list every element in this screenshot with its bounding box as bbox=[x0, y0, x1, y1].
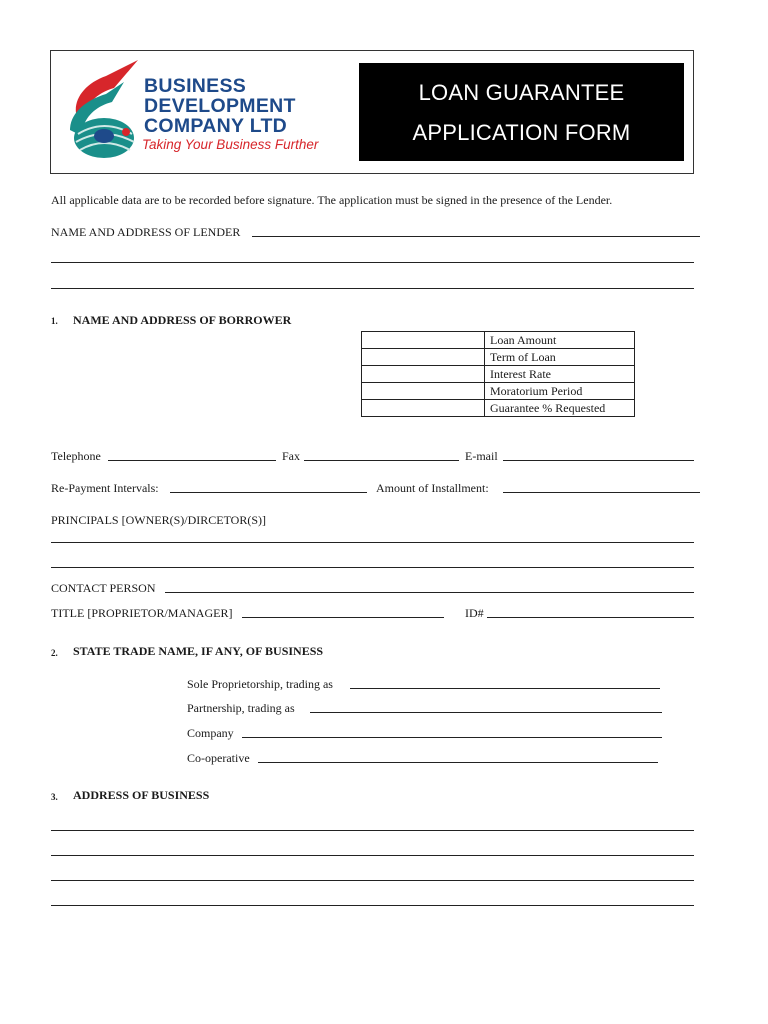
logo-line-2: DEVELOPMENT bbox=[144, 95, 296, 117]
contact-person-field[interactable] bbox=[165, 592, 694, 593]
fax-label: Fax bbox=[282, 449, 300, 463]
logo-line-3: COMPANY LTD bbox=[144, 115, 288, 137]
business-address-line-1[interactable] bbox=[51, 830, 694, 831]
fax-field[interactable] bbox=[304, 460, 459, 461]
table-label: Interest Rate bbox=[485, 366, 635, 383]
intro-text: All applicable data are to be recorded before signature. The application must be signed in the presence of the Lender. bbox=[51, 193, 613, 207]
section-1-heading: NAME AND ADDRESS OF BORROWER bbox=[73, 313, 292, 327]
contact-person-label: CONTACT PERSON bbox=[51, 581, 156, 595]
id-label: ID# bbox=[465, 606, 484, 620]
company-label: Company bbox=[187, 726, 234, 740]
principals-field-line-1[interactable] bbox=[51, 542, 694, 543]
sole-proprietorship-label: Sole Proprietorship, trading as bbox=[187, 677, 333, 691]
table-row bbox=[362, 349, 635, 366]
cooperative-field[interactable] bbox=[258, 762, 658, 763]
business-address-line-3[interactable] bbox=[51, 880, 694, 881]
guarantee-percent-input[interactable] bbox=[362, 400, 485, 417]
section-2-heading: STATE TRADE NAME, IF ANY, OF BUSINESS bbox=[73, 644, 324, 658]
repayment-field[interactable] bbox=[170, 492, 367, 493]
lender-field-line-2[interactable] bbox=[51, 262, 694, 263]
lender-field-line-3[interactable] bbox=[51, 288, 694, 289]
table-label: Guarantee % Requested bbox=[485, 400, 635, 417]
section-1-number: 1. bbox=[51, 316, 58, 326]
title-field[interactable] bbox=[242, 617, 444, 618]
company-logo bbox=[66, 58, 326, 164]
term-of-loan-input[interactable] bbox=[362, 349, 485, 366]
telephone-field[interactable] bbox=[108, 460, 276, 461]
cooperative-label: Co-operative bbox=[187, 751, 250, 765]
title-field-label: TITLE [PROPRIETOR/MANAGER] bbox=[51, 606, 233, 620]
company-field[interactable] bbox=[242, 737, 662, 738]
loan-amount-input[interactable] bbox=[362, 332, 485, 349]
loan-details-table bbox=[361, 331, 635, 417]
table-row bbox=[362, 366, 635, 383]
partnership-field[interactable] bbox=[310, 712, 662, 713]
section-3-number: 3. bbox=[51, 792, 58, 802]
principals-field-line-2[interactable] bbox=[51, 567, 694, 568]
lender-field-line-1[interactable] bbox=[252, 236, 700, 237]
form-title-line-1: LOAN GUARANTEE bbox=[418, 80, 625, 105]
principals-label: PRINCIPALS [OWNER(S)/DIRCETOR(S)] bbox=[51, 513, 267, 527]
partnership-label: Partnership, trading as bbox=[187, 701, 295, 715]
installment-label: Amount of Installment: bbox=[376, 481, 489, 495]
logo-emblem-icon bbox=[66, 58, 146, 164]
table-row bbox=[362, 400, 635, 417]
section-3-heading: ADDRESS OF BUSINESS bbox=[73, 788, 210, 802]
business-address-line-4[interactable] bbox=[51, 905, 694, 906]
sole-proprietorship-field[interactable] bbox=[350, 688, 660, 689]
table-label: Loan Amount bbox=[485, 332, 635, 349]
form-title-line-2: APPLICATION FORM bbox=[412, 120, 631, 145]
installment-field[interactable] bbox=[503, 492, 700, 493]
form-title-box bbox=[359, 63, 684, 161]
email-field[interactable] bbox=[503, 460, 694, 461]
business-address-line-2[interactable] bbox=[51, 855, 694, 856]
logo-tagline: Taking Your Business Further bbox=[142, 137, 319, 152]
table-label: Term of Loan bbox=[485, 349, 635, 366]
email-label: E-mail bbox=[465, 449, 498, 463]
section-2-number: 2. bbox=[51, 648, 58, 658]
interest-rate-input[interactable] bbox=[362, 366, 485, 383]
table-label: Moratorium Period bbox=[485, 383, 635, 400]
id-field[interactable] bbox=[487, 617, 694, 618]
logo-line-1: BUSINESS bbox=[144, 75, 247, 97]
telephone-label: Telephone bbox=[51, 449, 101, 463]
table-row bbox=[362, 332, 635, 349]
lender-label: NAME AND ADDRESS OF LENDER bbox=[51, 225, 241, 239]
table-row bbox=[362, 383, 635, 400]
logo-wordmark bbox=[144, 76, 296, 136]
moratorium-period-input[interactable] bbox=[362, 383, 485, 400]
repayment-label: Re-Payment Intervals: bbox=[51, 481, 159, 495]
